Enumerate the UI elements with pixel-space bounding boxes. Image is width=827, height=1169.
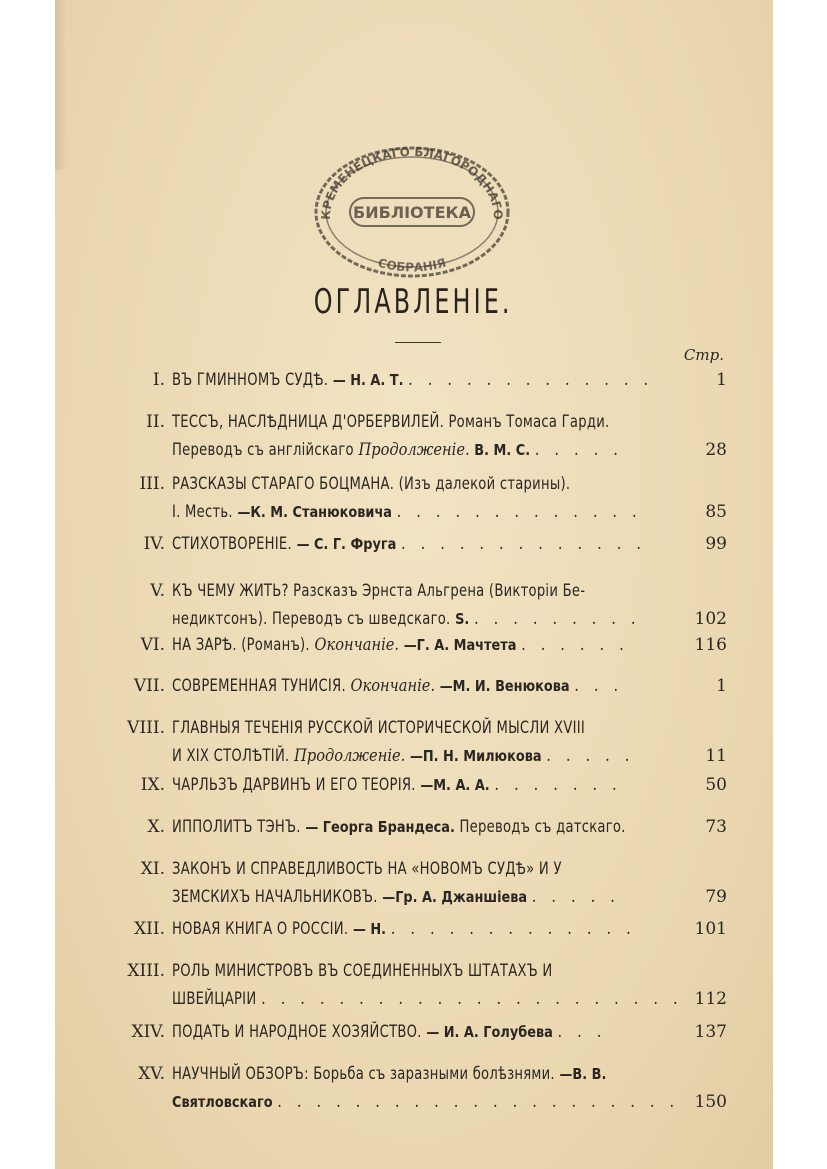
entry-author: — С. Г. Фруга xyxy=(296,535,397,553)
stamp-top-text: КРЕМЕНЕЦКАГО БЛАГОРОДНАГО xyxy=(318,144,506,221)
entry-line xyxy=(172,883,693,911)
entry-line xyxy=(172,366,732,394)
entry-line xyxy=(172,498,718,526)
toc-entry xyxy=(0,408,827,464)
entry-leader-dots: . . . . . . . . . . . . . . . . . . . . . xyxy=(277,1092,680,1112)
toc-entry xyxy=(0,714,827,770)
entry-title: И XIX СТОЛѢТІЙ. xyxy=(172,746,290,766)
entry-line xyxy=(172,855,625,883)
entry-title: РОЛЬ МИНИСТРОВЪ ВЪ СОЕДИНЕННЫХЪ ШТАТАХЪ И xyxy=(172,961,553,981)
entry-line xyxy=(172,605,717,633)
entry-title: НАУЧНЫЙ ОБЗОРЪ: Борьба съ заразными болѣзнями. xyxy=(172,1064,555,1084)
entry-author: — Георга Брандеса. xyxy=(305,818,455,836)
toc-entry xyxy=(0,855,827,911)
entry-line xyxy=(172,408,681,436)
entry-title: ЗАКОНЪ И СПРАВЕДЛИВОСТЬ НА «НОВОМЪ СУДѢ» И У xyxy=(172,859,562,879)
entry-note: Продолженіе. xyxy=(294,746,406,766)
entry-author: — Н. А. Т. xyxy=(332,371,404,389)
entry-number: XV. xyxy=(138,1064,165,1084)
entry-number: X. xyxy=(147,817,165,837)
entry-number: VI. xyxy=(140,635,165,655)
entry-page-number: 79 xyxy=(705,887,727,907)
entry-line xyxy=(172,771,695,799)
entry-line xyxy=(172,742,710,770)
entry-leader-dots: . . . . . xyxy=(531,887,621,907)
entry-leader-dots: . . . xyxy=(574,676,624,696)
entry-leader-dots: . . . . . . . . . . . . . . . . . . . . . . xyxy=(261,989,683,1009)
toc-entry xyxy=(0,915,827,943)
entry-leader-dots: . . . . . . xyxy=(521,635,629,655)
entry-line xyxy=(172,470,635,498)
entry-number: III. xyxy=(139,474,165,494)
entry-leader-dots: . . . . . . . . . . . . . xyxy=(400,534,647,554)
entry-line xyxy=(172,985,766,1013)
entry-page-number: 137 xyxy=(694,1022,727,1042)
entry-title: НОВАЯ КНИГА О РОССІИ. xyxy=(172,919,349,939)
entry-line xyxy=(172,1088,762,1116)
toc-entry xyxy=(0,631,827,659)
entry-line xyxy=(172,714,652,742)
entry-line xyxy=(172,1060,677,1088)
entry-title: ВЪ ГМИННОМЪ СУДѢ. xyxy=(172,370,329,390)
entry-number: IV. xyxy=(143,534,165,554)
page-title: ОГЛАВЛЕНІЕ. xyxy=(313,282,513,322)
toc-entry xyxy=(0,577,827,633)
entry-title: КЪ ЧЕМУ ЖИТЬ? Разсказъ Эрнста Альгрена (Викторіи Бе- xyxy=(172,581,586,601)
stamp-center-text: БИБЛІОТЕКА xyxy=(353,203,471,222)
entry-title: НА ЗАРѢ. (Романъ). xyxy=(172,635,310,655)
toc-entry xyxy=(0,771,827,799)
entry-number: XI. xyxy=(140,859,165,879)
entry-note: Окончаніе. xyxy=(350,676,436,696)
entry-note: Окончаніе. xyxy=(314,635,400,655)
entry-page-number: 102 xyxy=(694,609,727,629)
entry-title: ТЕССЪ, НАСЛѢДНИЦА Д'ОРБЕРВИЛЕЙ. Романъ Томаса Гарди. xyxy=(172,412,610,432)
entry-page-number: 99 xyxy=(705,534,727,554)
toc-entry xyxy=(0,957,827,1013)
entry-note: Переводъ съ датскаго. xyxy=(459,817,626,837)
entry-number: XII. xyxy=(134,919,165,939)
entry-title: I. Месть. xyxy=(172,502,233,522)
entry-author: —К. М. Станюковича xyxy=(237,503,393,521)
entry-title: РАЗСКАЗЫ СТАРАГО БОЦМАНА. (Изъ далекой старины). xyxy=(172,474,571,494)
toc-entry xyxy=(0,1018,827,1046)
entry-page-number: 50 xyxy=(705,775,727,795)
entry-author: Святловскаго xyxy=(172,1093,273,1111)
entry-title: Переводъ съ англійскаго xyxy=(172,440,354,460)
entry-number: IX. xyxy=(140,775,165,795)
entry-page-number: 112 xyxy=(694,989,727,1009)
toc-entry xyxy=(0,672,827,700)
entry-line xyxy=(172,577,653,605)
entry-author: — И. А. Голубева xyxy=(426,1023,553,1041)
entry-leader-dots: . . . . . . . . . . . . . xyxy=(396,502,642,522)
entry-leader-dots: . . . . . xyxy=(546,746,635,766)
entry-page-number: 85 xyxy=(705,502,727,522)
entry-line xyxy=(172,1018,677,1046)
entry-title: ГЛАВНЫЯ ТЕЧЕНІЯ РУССКОЙ ИСТОРИЧЕСКОЙ МЫСЛИ XVIII xyxy=(172,718,585,738)
entry-page-number: 28 xyxy=(705,440,727,460)
entry-author: —М. А. А. xyxy=(420,776,490,794)
stamp-bottom-text: СОБРАНІЯ xyxy=(376,255,448,275)
entry-line xyxy=(172,957,614,985)
entry-number: VIII. xyxy=(127,718,165,738)
entry-number: VII. xyxy=(133,676,165,696)
entry-page-number: 73 xyxy=(705,817,727,837)
entry-page-number: 101 xyxy=(694,919,727,939)
entry-title: ПОДАТЬ И НАРОДНОЕ ХОЗЯЙСТВО. xyxy=(172,1022,422,1042)
entry-title: ЧАРЛЬЗЪ ДАРВИНЪ И ЕГО ТЕОРІЯ. xyxy=(172,775,416,795)
entry-line xyxy=(172,436,696,464)
entry-author: S. xyxy=(455,610,470,628)
toc-entry xyxy=(0,530,827,558)
entry-leader-dots: . . . xyxy=(557,1022,607,1042)
entry-title: ЗЕМСКИХЪ НАЧАЛЬНИКОВЪ. xyxy=(172,887,378,907)
entry-number: II. xyxy=(146,412,165,432)
entry-page-number: 11 xyxy=(705,746,727,766)
entry-number: XIII. xyxy=(127,961,165,981)
entry-page-number: 1 xyxy=(716,370,727,390)
entry-title: ИППОЛИТЪ ТЭНЪ. xyxy=(172,817,301,837)
entry-author: —Гр. А. Джаншіева xyxy=(382,888,528,906)
entry-title: недиктсонъ). Переводъ съ шведскаго. xyxy=(172,609,451,629)
entry-page-number: 150 xyxy=(694,1092,727,1112)
entry-leader-dots: . . . . . . . . . . . . . xyxy=(390,919,636,939)
entry-line xyxy=(172,672,697,700)
entry-line xyxy=(172,813,699,841)
entry-line xyxy=(172,530,723,558)
toc-entry xyxy=(0,366,827,394)
entry-number: I. xyxy=(152,370,165,390)
entry-author: —П. Н. Милюкова xyxy=(409,747,542,765)
entry-number: V. xyxy=(150,581,165,601)
toc-entry xyxy=(0,1060,827,1116)
entry-leader-dots: . . . . . . . . . . . . . xyxy=(408,370,654,390)
entry-title: СОВРЕМЕННАЯ ТУНИСІЯ. xyxy=(172,676,346,696)
page-column-label: Стр. xyxy=(683,346,724,364)
entry-title: СТИХОТВОРЕНІЕ. xyxy=(172,534,292,554)
entry-author: —Г. А. Мачтета xyxy=(403,636,517,654)
entry-author: —В. В. xyxy=(559,1065,607,1083)
entry-leader-dots: . . . . . xyxy=(534,440,624,460)
entry-page-number: 116 xyxy=(694,635,727,655)
entry-line xyxy=(172,631,703,659)
entry-leader-dots: . . . . . . . xyxy=(494,775,622,795)
entry-title: ШВЕЙЦАРІИ xyxy=(172,989,257,1009)
toc-entry xyxy=(0,470,827,526)
entry-author: В. М. С. xyxy=(474,441,531,459)
toc-entry xyxy=(0,813,827,841)
entry-page-number: 1 xyxy=(716,676,727,696)
entry-line xyxy=(172,915,711,943)
entry-author: —М. И. Венюкова xyxy=(439,677,570,695)
entry-leader-dots: . . . . . . . . . xyxy=(473,609,641,629)
entry-number: XIV. xyxy=(131,1022,165,1042)
entry-note: Продолженіе. xyxy=(358,440,470,460)
entry-author: — Н. xyxy=(352,920,387,938)
